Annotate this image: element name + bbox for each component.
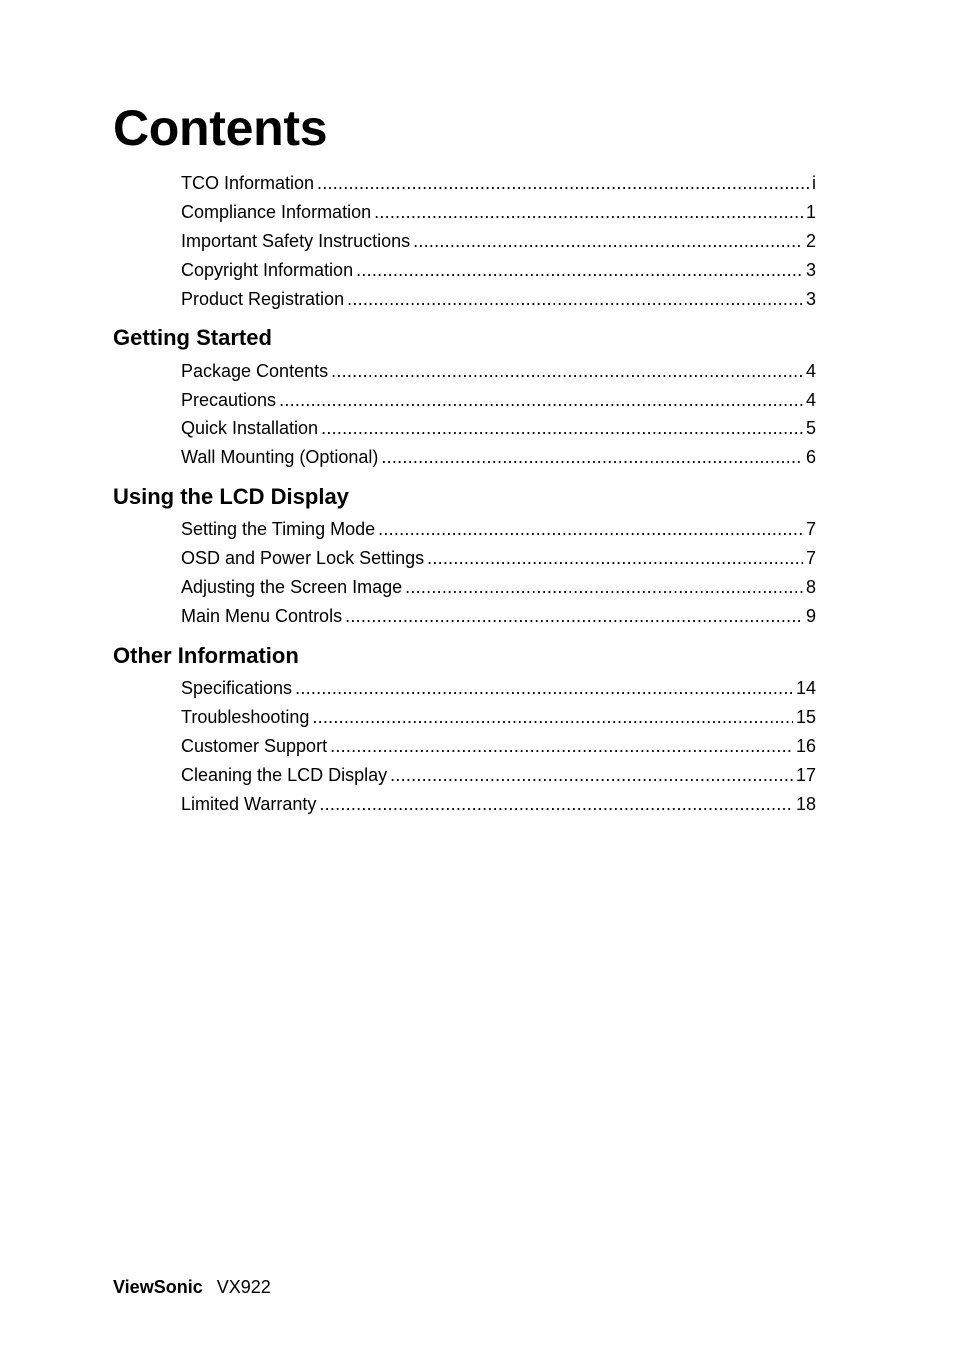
toc-page-number: 14 — [793, 674, 816, 703]
toc-dot-leader — [331, 357, 803, 386]
toc-entry-title: Compliance Information — [181, 198, 374, 227]
toc-dot-leader — [345, 602, 803, 631]
toc-dot-leader — [295, 674, 793, 703]
toc-entry[interactable] — [181, 414, 816, 443]
toc-page-number: i — [809, 169, 816, 198]
toc-entry[interactable] — [181, 573, 816, 602]
toc-page-number: 15 — [793, 703, 816, 732]
section-heading-other-information[interactable]: Other Information — [113, 643, 299, 668]
toc-entry-title: Cleaning the LCD Display — [181, 761, 390, 790]
toc-dot-leader — [413, 227, 803, 256]
toc-entry-title: TCO Information — [181, 169, 317, 198]
toc-page-number: 5 — [803, 414, 816, 443]
toc-entry[interactable] — [181, 703, 816, 732]
toc-entry[interactable] — [181, 544, 816, 573]
toc-entry-title: OSD and Power Lock Settings — [181, 544, 427, 573]
toc-entry-title: Setting the Timing Mode — [181, 515, 378, 544]
section-heading-getting-started[interactable]: Getting Started — [113, 325, 272, 350]
toc-dot-leader — [319, 790, 793, 819]
toc-dot-leader — [356, 256, 803, 285]
toc-entry-title: Wall Mounting (Optional) — [181, 443, 381, 472]
toc-page-number: 4 — [803, 357, 816, 386]
toc-entry[interactable] — [181, 602, 816, 631]
toc-page-number: 7 — [803, 544, 816, 573]
toc-entry[interactable] — [181, 443, 816, 472]
toc-page-number: 4 — [803, 386, 816, 415]
toc-dot-leader — [381, 443, 803, 472]
toc-page-number: 1 — [803, 198, 816, 227]
toc-entry-title: Specifications — [181, 674, 295, 703]
footer-brand: ViewSonic — [113, 1277, 203, 1297]
toc-entry[interactable] — [181, 674, 816, 703]
toc-page-number: 6 — [803, 443, 816, 472]
toc-dot-leader — [317, 169, 809, 198]
toc-entry-title: Adjusting the Screen Image — [181, 573, 405, 602]
toc-entry[interactable] — [181, 169, 816, 198]
toc-entry-title: Precautions — [181, 386, 279, 415]
toc-entry[interactable] — [181, 256, 816, 285]
toc-entry-title: Quick Installation — [181, 414, 321, 443]
toc-entry[interactable] — [181, 515, 816, 544]
toc-entry-title: Package Contents — [181, 357, 331, 386]
toc-entry-title: Main Menu Controls — [181, 602, 345, 631]
toc-page-number: 7 — [803, 515, 816, 544]
toc-dot-leader — [405, 573, 803, 602]
toc-page-number: 8 — [803, 573, 816, 602]
toc-dot-leader — [390, 761, 793, 790]
toc-page-number: 18 — [793, 790, 816, 819]
toc-entry[interactable] — [181, 198, 816, 227]
toc-page-number: 17 — [793, 761, 816, 790]
toc-dot-leader — [427, 544, 803, 573]
toc-entry-title: Important Safety Instructions — [181, 227, 413, 256]
toc-entry[interactable] — [181, 285, 816, 314]
toc-entry-title: Limited Warranty — [181, 790, 319, 819]
page-footer — [113, 1274, 271, 1300]
toc-dot-leader — [279, 386, 803, 415]
toc-page-number: 2 — [803, 227, 816, 256]
toc-page-number: 3 — [803, 256, 816, 285]
toc-entry[interactable] — [181, 790, 816, 819]
toc-page-number: 9 — [803, 602, 816, 631]
toc-entry-title: Copyright Information — [181, 256, 356, 285]
footer-model: VX922 — [216, 1277, 271, 1297]
toc-entry[interactable] — [181, 732, 816, 761]
toc-page-number: 16 — [793, 732, 816, 761]
toc-entry[interactable] — [181, 357, 816, 386]
toc-dot-leader — [374, 198, 803, 227]
page-title: Contents — [113, 100, 328, 156]
toc-dot-leader — [312, 703, 793, 732]
toc-entry[interactable] — [181, 227, 816, 256]
toc-dot-leader — [321, 414, 803, 443]
toc-page-number: 3 — [803, 285, 816, 314]
toc-dot-leader — [330, 732, 793, 761]
toc-entry-title: Customer Support — [181, 732, 330, 761]
toc-dot-leader — [347, 285, 803, 314]
toc-entry[interactable] — [181, 386, 816, 415]
toc-dot-leader — [378, 515, 803, 544]
toc-entry-title: Troubleshooting — [181, 703, 312, 732]
toc-entry[interactable] — [181, 761, 816, 790]
toc-entry-title: Product Registration — [181, 285, 347, 314]
section-heading-using-the-lcd-display[interactable]: Using the LCD Display — [113, 484, 349, 509]
